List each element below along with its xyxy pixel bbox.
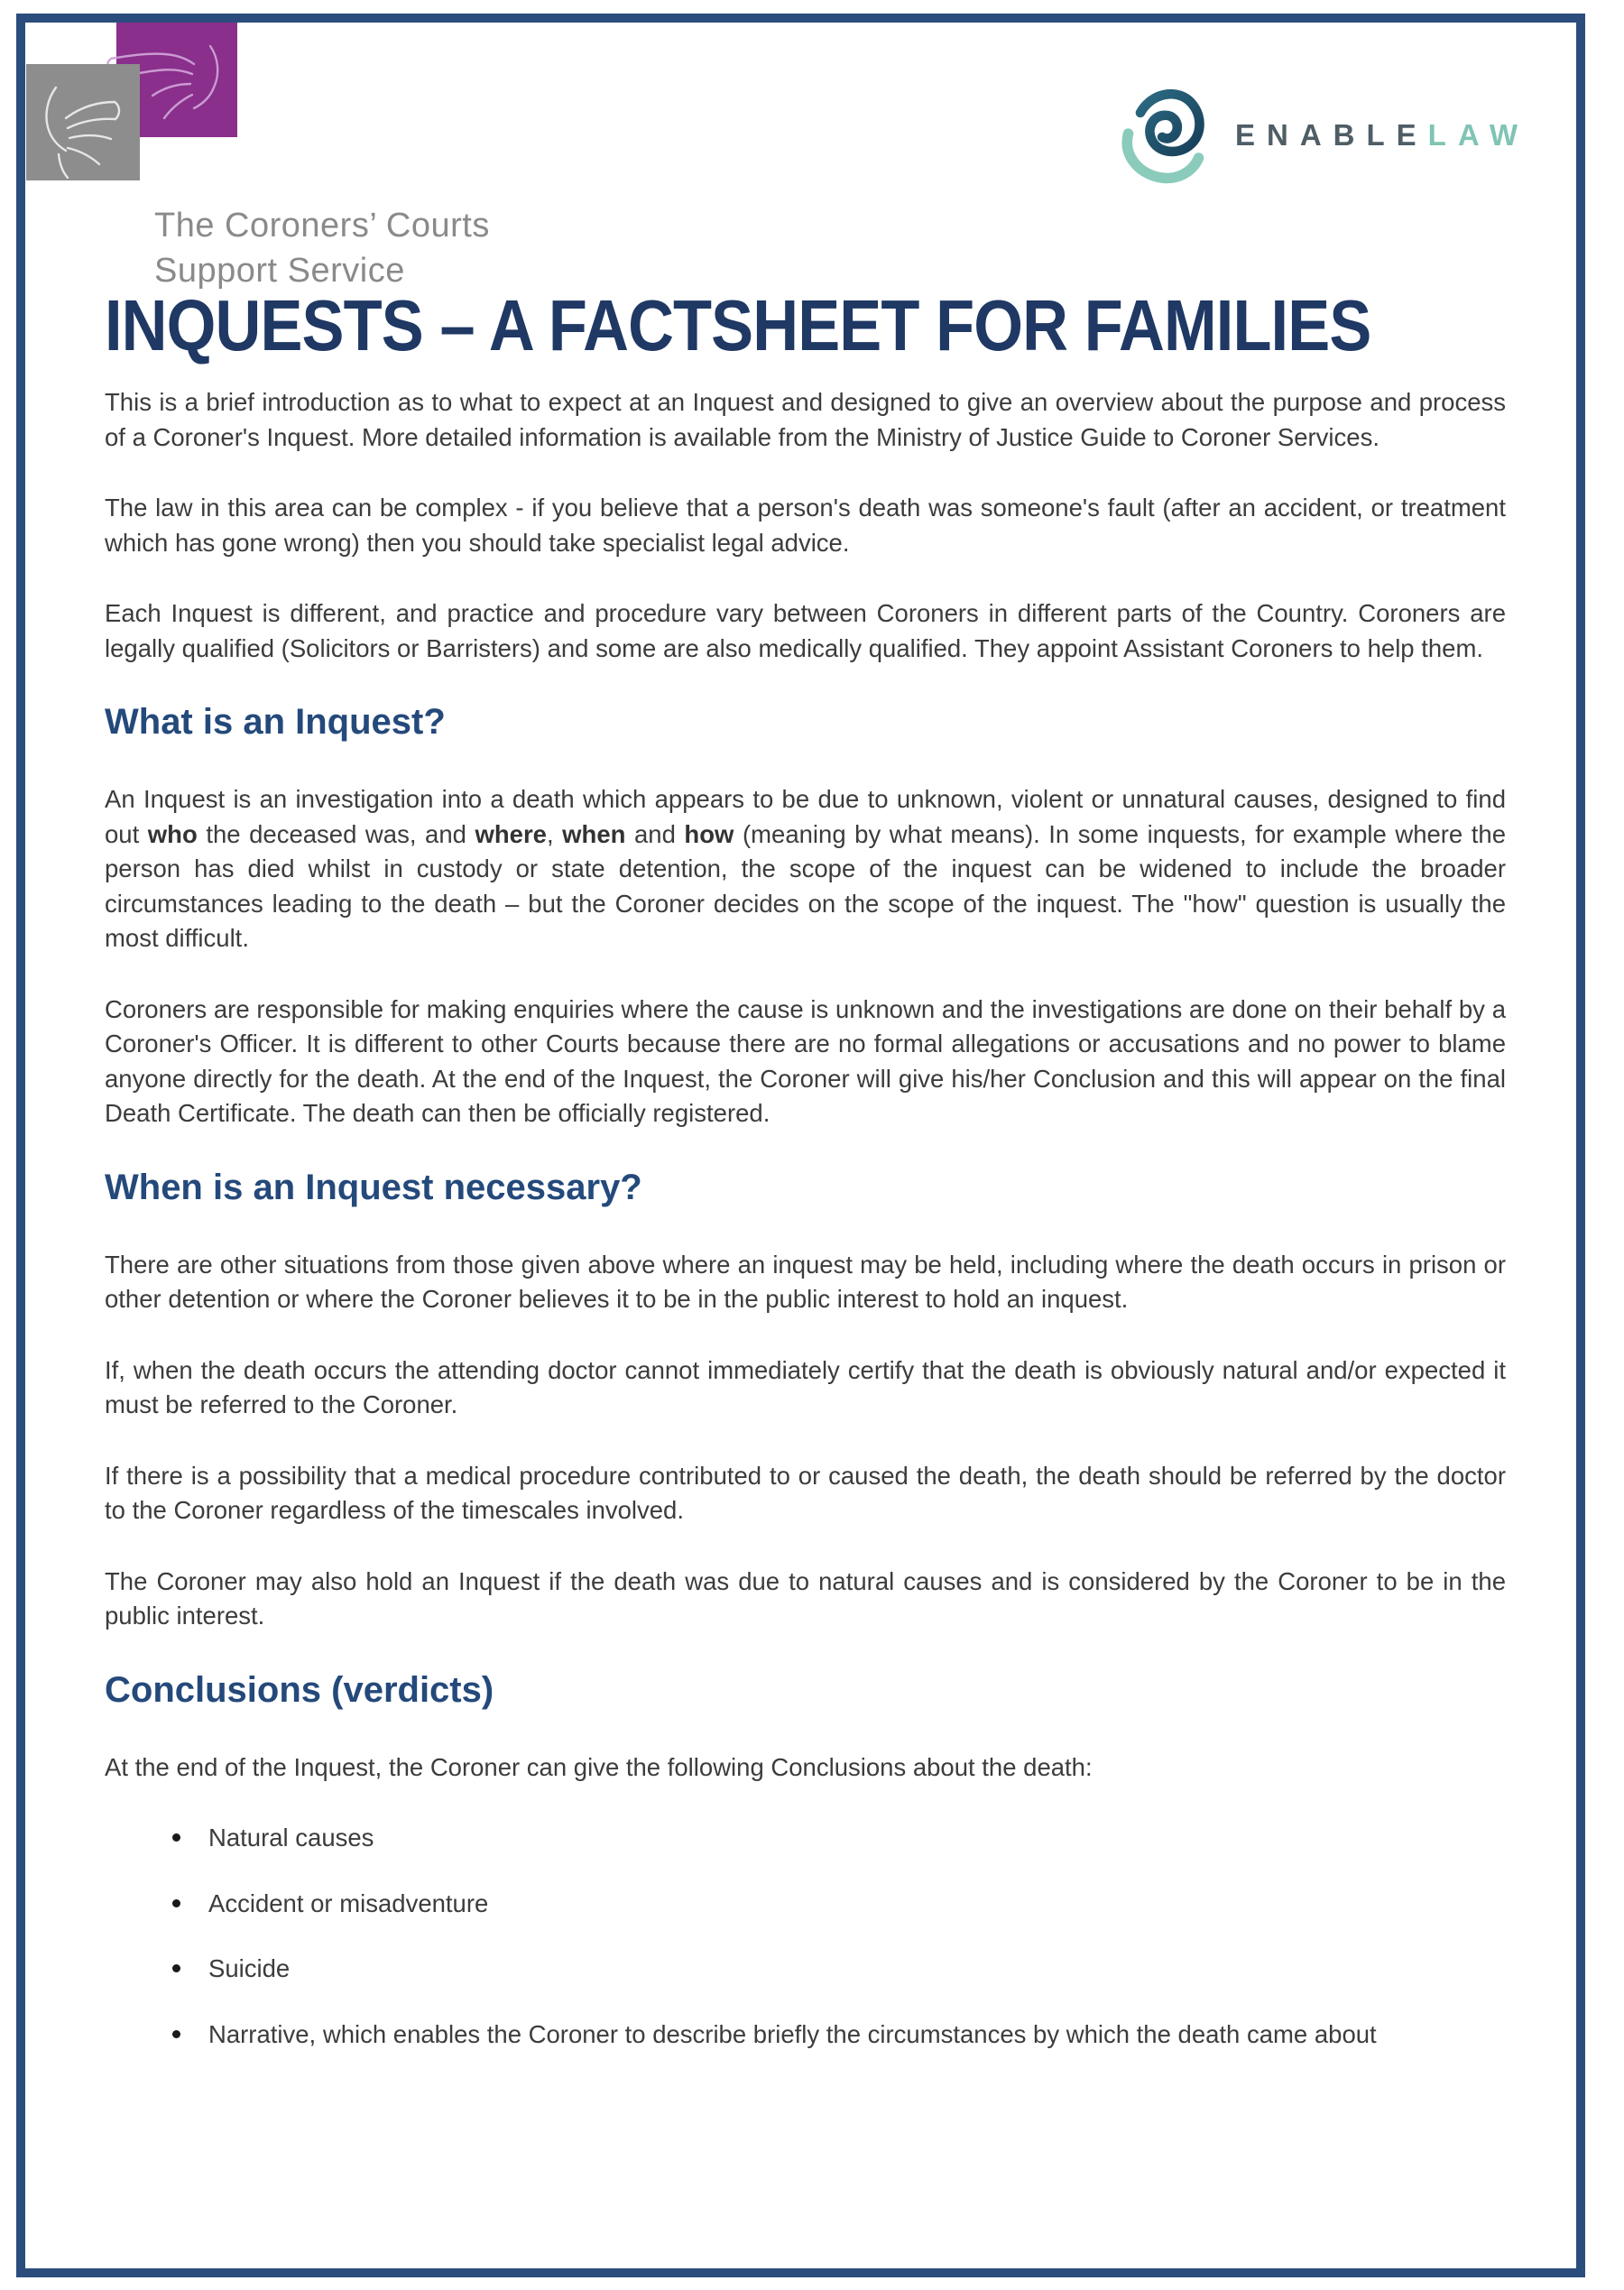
- when-paragraph-4: The Coroner may also hold an Inquest if the death was due to natural causes and is considered by the Coroner to be in the public interest.: [105, 1566, 1506, 1630]
- enablelaw-logo: [1116, 80, 1529, 190]
- section-heading-what-is-an-inquest: What is an Inquest?: [105, 702, 446, 742]
- intro-paragraph-3: Each Inquest is different, and practice and procedure vary between Coroners in different parts of the Country. Coroners are legally qualified (Solicitors or Barristers) and some are also medically qualified. They appoint Assistant Coroners to help them.: [105, 599, 1506, 662]
- bold-word-when: when: [562, 819, 626, 848]
- when-paragraph-3: If there is a possibility that a medical procedure contributed to or caused the death, the death should be referred by the doctor to the Coroner regardless of the timescales involved.: [105, 1461, 1506, 1524]
- bold-word-where: where: [475, 819, 547, 848]
- intro-paragraph-2: The law in this area can be complex - if you believe that a person's death was someone's fault (after an accident, or treatment which has gone wrong) then you should take specialist legal advice.: [105, 494, 1506, 557]
- section-heading-conclusions: Conclusions (verdicts): [105, 1669, 494, 1710]
- list-item-label: Accident or misadventure: [208, 1888, 489, 1917]
- enablelaw-word-enable: ENABLE: [1234, 118, 1428, 152]
- conclusions-intro: At the end of the Inquest, the Coroner can give the following Conclusions about the death:: [105, 1752, 1093, 1781]
- text-segment: the deceased was, and: [197, 819, 475, 848]
- list-item-label: Natural causes: [208, 1824, 374, 1851]
- enablelaw-wordmark: [1235, 118, 1529, 152]
- list-item: [172, 1821, 1506, 1856]
- text-segment: An Inquest is an investigation into a death which appears to be due to unknown, violent or unnatural causes, designed to find out: [105, 785, 1506, 848]
- bullet-icon: [172, 1964, 180, 1972]
- page-border-frame: [16, 14, 1585, 2277]
- text-segment: ,: [546, 819, 563, 848]
- title-row: [105, 282, 1506, 385]
- when-paragraph-1: There are other situations from those given above where an inquest may be held, including where the death occurs in prison or other detention or where the Coroner believes it to be in the public interest to hold an inquest.: [105, 1250, 1506, 1313]
- bold-word-how: how: [684, 819, 734, 848]
- list-item: [172, 2018, 1506, 2053]
- text-segment: and: [625, 819, 685, 848]
- list-item: [172, 1887, 1506, 1922]
- header: [25, 23, 1576, 291]
- bold-word-who: who: [147, 819, 198, 848]
- when-paragraph-2: If, when the death occurs the attending doctor cannot immediately certify that the death is obviously natural and/or expected it must be referred to the Coroner.: [105, 1355, 1506, 1418]
- hand-icon: [26, 64, 140, 180]
- intro-paragraph-1: This is a brief introduction as to what to expect at an Inquest and designed to give an overview about the purpose and process of a Coroner's Inquest. More detailed information is available from the Ministry of Justice Guide to Coroner Services.: [105, 388, 1506, 451]
- ccss-logo-line1: The Coroners’ Courts: [154, 207, 490, 245]
- enablelaw-word-law: LAW: [1427, 118, 1529, 152]
- ccss-logo-text: [154, 203, 490, 293]
- list-item-label: Suicide: [208, 1954, 291, 1982]
- list-item: [172, 1952, 1506, 1987]
- what-paragraph-2: Coroners are responsible for making enquiries where the cause is unknown and the investigations are done on their behalf by a Coroner's Officer. It is different to other Courts because there are no formal allegations or accusations and no power to blame anyone directly for the death. At the end of the Inquest, the Coroner will give his/her Conclusion and this will appear on the final Death Certificate. The death can then be officially registered.: [105, 994, 1506, 1127]
- section-heading-when-necessary: When is an Inquest necessary?: [105, 1167, 642, 1207]
- bullet-icon: [172, 2030, 180, 2038]
- ccss-gray-square: [26, 64, 140, 180]
- text-segment: (meaning by what means). In some inquests, for example where the person has died whilst in custody or state detention, the scope of the inquest can be widened to include the broader circumstances leading to the death – but the Coroner decides on the scope of the inquest. The "how" question is usually the most difficult.: [105, 819, 1507, 952]
- list-item-label: Narrative, which enables the Coroner to describe briefly the circumstances by which the death came about: [208, 2019, 1377, 2048]
- page-title: INQUESTS – A FACTSHEET FOR FAMILIES: [105, 285, 1371, 365]
- conclusions-list: [105, 1821, 1506, 2052]
- swirl-icon: [1116, 80, 1212, 190]
- ccss-logo-line2: Support Service: [154, 252, 405, 291]
- bullet-icon: [172, 1899, 180, 1907]
- bullet-icon: [172, 1833, 180, 1842]
- document-body: [25, 282, 1576, 2052]
- what-paragraph-1: [105, 782, 1506, 956]
